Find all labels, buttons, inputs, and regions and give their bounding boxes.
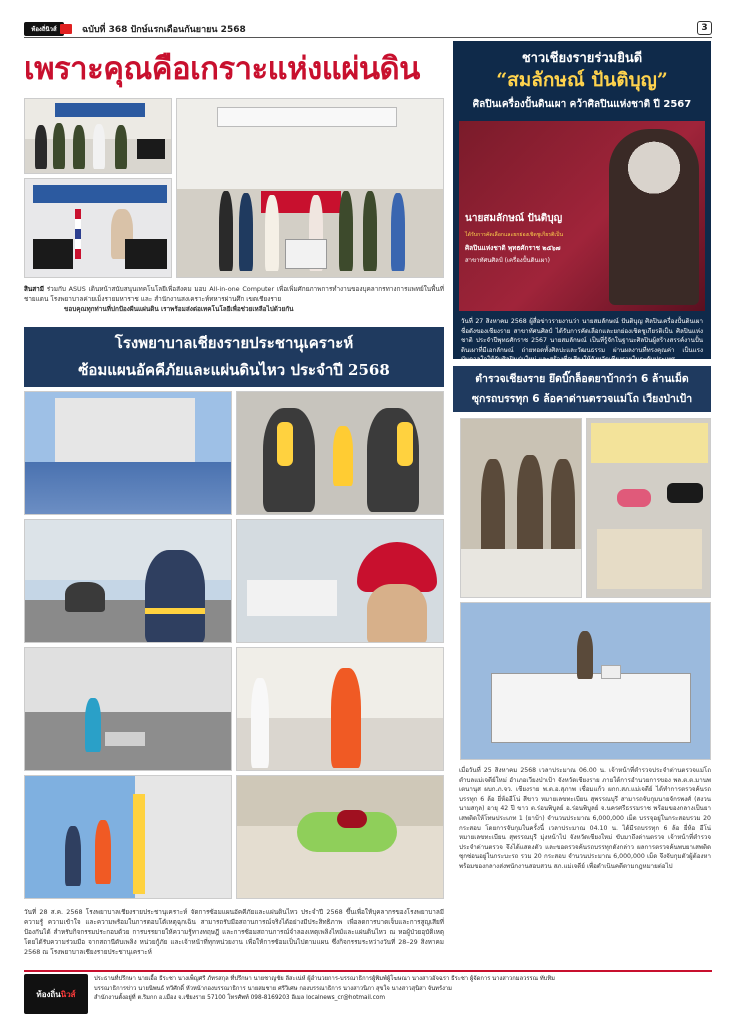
hospital-photo-firefighters (236, 391, 444, 515)
sack (601, 665, 621, 679)
police-photo-truck (460, 602, 711, 760)
artist-body: วันที่ 27 สิงหาคม 2568 ผู้สื่อข่าวรายงานว่า นายสมลักษณ์ ปันติบุญ ศิลปินเครื่องปั้นดินเผาชื่อดังของเชียงราย สาขาทัศนศิลป์ ได้รับการคัดเลือกและยกย่องเชิดชูเกียรติเป็น ศิลปินแห่งชาติ ประจำปีพุทธศักราช 2567 นายสมลักษณ์ เป็นที่รู้จักในฐานะศิลปินผู้สร้างสรรค์งานปั้นดินเผาที่มีเอกลักษณ์ ถ่ายทอดทั้งศิลปะและวัฒนธรรม ผ่านผลงานที่ทรงคุณค่า เป็นแรงบันดาลใจให้กับศิลปินรุ่นใหม่ และสร้างชื่อเสียงให้จังหวัดเชียงรายในระดับประเทศ (461, 318, 703, 363)
masthead (24, 20, 712, 38)
air-tank (277, 422, 293, 466)
person-figure (73, 125, 85, 169)
person-figure (219, 191, 233, 271)
hospital-photo-stretcher (24, 647, 232, 771)
monitor-box (137, 139, 165, 159)
hospital-title-banner (24, 327, 444, 387)
hospital-photo-injured (236, 775, 444, 899)
truck-body (491, 673, 691, 743)
person-figure (391, 193, 405, 271)
person-figure (53, 123, 65, 169)
footer-line1: ประธานที่ปรึกษา นายเอื้อ ธีระชา นางเพ็ญศรี ภัทรสกุล ที่ปรึกษา นายชาญชัย ลีสะเน่ห์ ผู้อำนวยการ-บรรณาธิการผู้พิมพ์ผู้โฆษณา นางสาวอัจฉรา ธีระชา ผู้จัดการ นางสาวกมลวรรณ ทับทิม (94, 976, 555, 982)
police-body: เมื่อวันที่ 25 สิงหาคม 2568 เวลาประมาณ 06.00 น. เจ้าหน้าที่ตำรวจประจำด่านตรวจแม่โถ ตำบลแม่เจดีย์ใหม่ อำเภอเวียงป่าเป้า จังหวัดเชียงราย ภายใต้การอำนวยการของ พล.ต.ต.มานพ เตนานุส ผบก.ภ.จว. เชียงราย พ.ต.อ.สุภาพ เชื่อมแก้ว ผกก.สภ.แม่เจดีย์ ได้ทำการตรวจค้นรถบรรทุก 6 ล้อ ยี่ห้อฮีโน่ สีขาว หมายเลขทะเบียน สุพรรณบุรี สามารถจับกุมนายจักรพงศ์ (สงวนนามสกุล) อายุ 42 ปี ขาว ต.ร่อนพิบูลย์ อ.ร่อนพิบูลย์ จ.นครศรีธรรมราช พร้อมของกลางเป็นยาเสพติดให้โทษประเภท 1 (ยาบ้า) จำนวนประมาณ 6,000,000 เม็ด บรรจุอยู่ในกระสอบรวม 20 กระสอบ โดยการจับกุมในครั้งนี้ เวลาประมาณ 04.10 น. ได้มีรถบรรทุก 6 ล้อ ยี่ห้อ ฮีโน่ หมายเลขทะเบียน สุพรรณบุรี มุ่งหน้าไป จังหวัดเชียงใหม่ ขับมาถึงด่านตรวจ เจ้าหน้าที่ตำรวจประจำด่านตรวจ จึงได้แสดงตัว และขอตรวจค้นรถบรรทุกดังกล่าว ผลการตรวจค้นพบยาเสพติดซุกซ่อนอยู่ในกระบะรถ รวม 20 กระสอบ จำนวนประมาณ 6,000,000 เม็ด จึงจับกุมตัวผู้ต้องหาพร้อมของกลางส่งพนักงานสอบสวน สภ.แม่เจดีย์ เพื่อดำเนินคดีตามกฎหมายต่อไป (459, 767, 711, 870)
hospital-building (55, 398, 195, 468)
person-figure (239, 193, 253, 271)
building-sign (217, 107, 397, 127)
stretcher (105, 732, 145, 746)
asus-photo-main (176, 98, 444, 278)
police-title-line2: ซุกรถบรรทุก 6 ล้อคาด่านตรวจแม่โถ เวียงป่าเป้า (471, 393, 693, 405)
page-number: 3 (697, 21, 712, 35)
person-figure (65, 582, 105, 612)
logo-accent-block (60, 24, 72, 34)
hospital-photo-rescue (24, 519, 232, 643)
sack (597, 529, 702, 589)
person-figure (251, 678, 269, 768)
person-figure (265, 195, 279, 271)
asus-caption (24, 284, 444, 314)
officer-figure (517, 455, 543, 563)
building-bg (135, 776, 232, 899)
person-figure (339, 191, 353, 271)
building-bg (25, 648, 232, 712)
crowd (25, 462, 232, 515)
asus-caption-closing: ขอบคุณทุกท่านที่ปกป้องผืนแผ่นดิน เราพร้อมส่งต่อเทคโนโลยีเพื่อช่วยเหลือไปด้วยกัน (64, 305, 294, 313)
person-figure (363, 191, 377, 271)
person-figure (367, 584, 427, 643)
firefighter-figure (145, 550, 205, 643)
person-figure (93, 124, 105, 169)
artist-title-line3: ศิลปินเครื่องปั้นดินเผา คว้าศิลปินแห่งชาติ ปี 2567 (472, 99, 692, 110)
firefighter-figure (331, 668, 361, 768)
police-photo-officers (460, 418, 582, 598)
reflective-stripe (145, 608, 205, 614)
computer-box (285, 239, 327, 269)
officer-figure (577, 631, 593, 679)
masthead-logo-text: ท้องถิ่นิวส์ (31, 25, 57, 33)
blood-effect (337, 810, 367, 828)
hospital-title-line1: โรงพยาบาลเชียงรายประชานุเคราะห์ (114, 334, 354, 352)
person-figure (35, 125, 47, 169)
footer-line3: สำนักงานตั้งอยู่ที่ ต.ริมกก อ.เมือง จ.เชียงราย 57100 โทรศัพท์ 098-8169203 อีเมล localnews_cr@hotmail.com (94, 995, 386, 1002)
footer-logo-main: ท้องถิ่น (36, 988, 61, 999)
pill-pile (617, 489, 651, 507)
photo-banner (55, 103, 145, 117)
asus-caption-lead: สินสามี (24, 285, 44, 293)
asus-headline: เพราะคุณคือเกราะแห่งแผ่นดิน (24, 51, 420, 87)
artist-title-name: “สมลักษณ์ ปันติบุญ” (496, 69, 668, 91)
hospital-body (24, 907, 444, 957)
masthead-logo (24, 22, 64, 36)
banner-sub3: สาขาทัศนศิลป์ (เครื่องปั้นดินเผา) (465, 257, 550, 264)
person-figure (65, 826, 81, 886)
person-figure (95, 820, 111, 884)
banner-sub2: ศิลปินแห่งชาติ พุทธศักราช ๒๕๖๗ (465, 244, 561, 252)
hospital-photo-ward (236, 519, 444, 643)
hospital-photo-firesuit (236, 647, 444, 771)
hospital-body-text: วันที่ 28 ส.ค. 2568 โรงพยาบาลเชียงรายประชานุเคราะห์ จัดการซ้อมแผนอัคคีภัยและแผ่นดินไหว ประจำปี 2568 ขึ้นเพื่อให้บุคลากรของโรงพยาบาลมีความรู้ ความเข้าใจ และความพร้อมในการตอบโต้เหตุฉุกเฉิน สามารถรับมือสถานการณ์จริงได้อย่างมีประสิทธิภาพ เพื่อลดการบาดเจ็บและการสูญเสียที่ป้องกันได้ สำหรับกิจกรรมประกอบด้วย การบรรยายให้ความรู้ทางทฤษฎี และการซ้อมสถานการณ์จำลองเหตุเพลิงไหม้และแผ่นดินไหว ณ หอผู้ป่วยอุบัติเหตุ โดยได้รับความร่วมมือ จากสถานีดับเพลิง หน่วยกู้ภัย และเจ้าหน้าที่ทุกหน่วยงาน เพื่อให้การซ้อมเป็นไปตามแผน ซึ่งกิจกรรมระหว่างวันที่ 28–29 สิงหาคม 2568 ณ โรงพยาบาลเชียงรายประชานุเคราะห์ (24, 908, 444, 956)
air-tank (397, 422, 413, 466)
person-figure (333, 426, 353, 486)
artist-title-line1: ชาวเชียงรายร่วมยินดี (521, 51, 643, 66)
sacks-pile (461, 549, 582, 598)
artist-banner-photo (459, 121, 705, 311)
black-bag (667, 483, 703, 503)
sack (591, 423, 708, 463)
ward-bed (247, 580, 337, 616)
officer-figure (551, 459, 575, 563)
banner-sub1: ได้รับการคัดเลือกและยกย่องเชิดชูเกียรติเป็น (465, 232, 564, 238)
monitor-box (33, 239, 73, 269)
footer-logo-accent: นิวส์ (60, 988, 76, 999)
photo-banner (33, 185, 167, 203)
crane-arm (133, 794, 145, 894)
asus-photo-group-top-left (24, 98, 172, 174)
hospital-photo-crane (24, 775, 232, 899)
footer-logo (24, 974, 88, 1014)
artist-story-box (453, 41, 711, 363)
person-figure (115, 125, 127, 169)
police-title-banner (453, 366, 711, 412)
footer-line2: บรรณาธิการข่าว นายนิพนธ์ ทวีศักดิ์ หัวหน้ากองบรรณาธิการ นายสมชาย ศรีวิเศษ กองบรรณาธิการ นางสาวนิภา สุขใจ นางสาวสุนิสา จันทร์งาม (94, 985, 453, 992)
footer (24, 970, 712, 1014)
issue-label: ฉบับที่ 368 ปักษ์แรกเดือนกันยายน 2568 (82, 24, 246, 35)
hospital-title-line2: ซ้อมแผนอัคคีภัยและแผ่นดินไหว ประจำปี 2568 (78, 361, 390, 379)
monitor-box (125, 239, 167, 269)
officer-figure (481, 459, 505, 563)
hospital-photo-group (24, 391, 232, 515)
thai-flag (75, 209, 81, 259)
asus-photo-group-bottom-left (24, 178, 172, 278)
artist-portrait (609, 129, 699, 305)
asus-caption-text: ร่วมกับ ASUS เดินหน้าสนับสนุนเทคโนโลยีเพื่อสังคม มอบ All-in-one Computer เพื่อเพิ่มศักยภาพการทำงานของบุคลากรทางการแพทย์ในพื้นที่ชายแดน โรงพยาบาลค่ายเม็งรายมหาราช และ สำนักงานสงเคราะห์ทหารผ่านศึก เขตเชียงราย (24, 285, 444, 303)
footer-credits (88, 972, 712, 1014)
banner-name: นายสมลักษณ์ ปันติบุญ (465, 213, 563, 224)
person-figure (85, 698, 101, 752)
police-photo-pills (586, 418, 711, 598)
police-title-line1: ตำรวจเชียงราย ยึดบิ๊กล็อตยาบ้ากว่า 6 ล้านเม็ด (475, 373, 689, 385)
